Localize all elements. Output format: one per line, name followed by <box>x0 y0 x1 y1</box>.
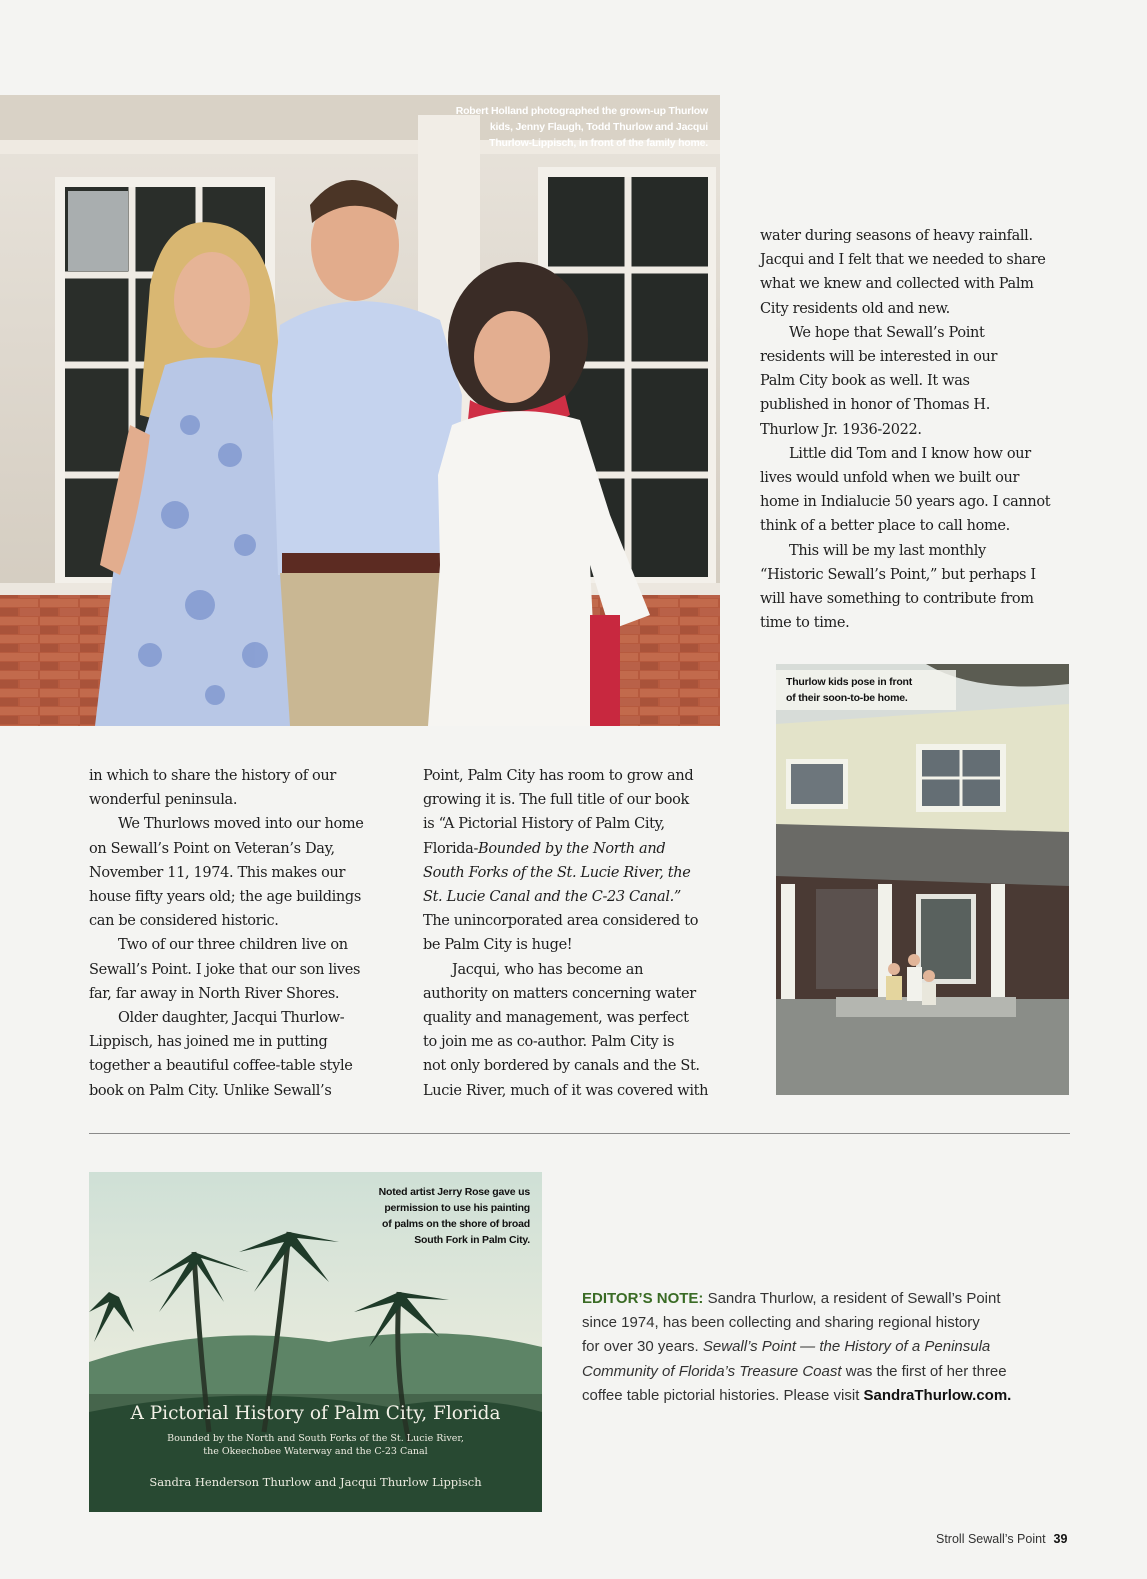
text-line: residents will be interested in our <box>760 349 998 366</box>
caption-line: Noted artist Jerry Rose gave us <box>378 1186 530 1198</box>
text-line: Point, Palm City has room to grow and <box>423 768 694 784</box>
text-line: Little did Tom and I know how our <box>789 445 1031 462</box>
caption-line: Robert Holland photographed the grown-up Thurlow <box>455 105 708 117</box>
text-line: to join me as co-author. Palm City is <box>423 1034 675 1051</box>
article-column-right-top <box>760 224 1050 635</box>
text-line: far, far away in North River Shores. <box>89 985 340 1002</box>
subtitle-line: the Okeechobee Waterway and the C-23 Canal <box>203 1446 428 1457</box>
caption-line: permission to use his painting <box>384 1202 530 1214</box>
book-title-fragment: Bounded by the North and <box>478 840 666 857</box>
hero-photo-caption <box>456 103 708 151</box>
text-line: We Thurlows moved into our home <box>118 816 364 833</box>
text-line: wonderful peninsula. <box>89 792 238 809</box>
text-line: This will be my last monthly <box>789 542 986 559</box>
book-cover-subtitle <box>89 1432 542 1458</box>
text-line: time to time. <box>760 615 850 632</box>
editor-line <box>582 1384 1082 1408</box>
text-line: Palm City book as well. It was <box>760 373 970 390</box>
text-line: can be considered historic. <box>89 913 279 930</box>
article-column-left <box>89 764 363 1103</box>
website-link[interactable]: SandraThurlow.com. <box>863 1386 1012 1404</box>
text-line: be Palm City is huge! <box>423 937 573 954</box>
hero-photo <box>0 95 720 726</box>
text-line: Lucie River, much of it was covered with <box>423 1082 709 1099</box>
caption-line: of their soon-to-be home. <box>786 692 908 704</box>
hero-photo-image <box>0 95 720 726</box>
text-line: think of a better place to call home. <box>760 518 1010 535</box>
house-photo-caption <box>776 670 956 710</box>
text-line: what we knew and collected with Palm <box>760 276 1034 293</box>
text-line: November 11, 1974. This makes our <box>89 864 346 881</box>
text-line: Jacqui and I felt that we needed to share <box>760 252 1046 269</box>
subtitle-line: Bounded by the North and South Forks of the St. Lucie River, <box>167 1433 464 1444</box>
text-line: lives would unfold when we built our <box>760 470 1020 487</box>
editor-line <box>582 1287 1082 1311</box>
page-footer <box>936 1532 1067 1546</box>
caption-line: Thurlow-Lippisch, in front of the family home. <box>489 137 708 149</box>
text-fragment: Florida- <box>423 840 479 857</box>
editor-line <box>582 1360 1082 1384</box>
book-title-fragment: St. Lucie Canal and the C-23 Canal.” <box>423 889 681 906</box>
text-fragment: for over 30 years. <box>582 1338 703 1356</box>
text-line: will have something to contribute from <box>760 591 1034 608</box>
book-title-fragment: Community of Florida’s Treasure Coast <box>582 1362 842 1380</box>
book-title-fragment: Sewall’s Point — the History of a Peninsula <box>702 1338 991 1356</box>
editor-line: since 1974, has been collecting and sharing regional history <box>582 1314 980 1332</box>
article-column-middle <box>423 764 708 1103</box>
book-cover-title: A Pictorial History of Palm City, Florida <box>130 1403 501 1424</box>
caption-line: Thurlow kids pose in front <box>786 676 913 688</box>
text-line: Jacqui, who has become an <box>452 961 644 978</box>
text-fragment: was the first of her three <box>841 1362 1007 1380</box>
text-fragment: Sandra Thurlow, a resident of Sewall’s Point <box>703 1290 1001 1307</box>
magazine-name: Stroll Sewall’s Point <box>936 1532 1046 1546</box>
editors-note-label: EDITOR’S NOTE: <box>582 1290 704 1307</box>
text-line: book on Palm City. Unlike Sewall’s <box>89 1082 332 1099</box>
text-line: house fifty years old; the age buildings <box>89 889 361 906</box>
text-line: in which to share the history of our <box>89 768 336 784</box>
text-line: “Historic Sewall’s Point,” but perhaps I <box>760 566 1036 583</box>
text-line: is “A Pictorial History of Palm City, <box>423 816 665 833</box>
book-title-fragment: South Forks of the St. Lucie River, the <box>423 864 691 881</box>
book-cover-image <box>89 1172 542 1512</box>
text-line: The unincorporated area considered to <box>423 913 699 930</box>
text-line: together a beautiful coffee-table style <box>89 1058 353 1075</box>
text-line: home in Indialucie 50 years ago. I cannot <box>760 494 1051 511</box>
text-line: City residents old and new. <box>760 300 950 317</box>
text-line <box>423 885 708 909</box>
house-photo-image <box>776 664 1069 1095</box>
book-cover-caption <box>379 1184 530 1248</box>
editors-note <box>582 1287 1082 1408</box>
caption-line: of palms on the shore of broad <box>381 1218 530 1230</box>
text-line: Lippisch, has joined me in putting <box>89 1034 328 1051</box>
text-fragment: coffee table pictorial histories. Please visit <box>582 1386 864 1404</box>
section-divider <box>89 1133 1070 1134</box>
text-line <box>423 861 708 885</box>
text-line: not only bordered by canals and the St. <box>423 1058 700 1075</box>
text-line: authority on matters concerning water <box>423 985 696 1002</box>
page-number: 39 <box>1053 1532 1068 1546</box>
text-line: We hope that Sewall’s Point <box>789 324 985 341</box>
editor-line <box>582 1335 1082 1359</box>
house-photo <box>776 664 1069 1095</box>
text-line: on Sewall’s Point on Veteran’s Day, <box>89 840 335 857</box>
book-cover-authors: Sandra Henderson Thurlow and Jacqui Thurlow Lippisch <box>149 1475 482 1489</box>
text-line: Two of our three children live on <box>118 937 348 954</box>
text-line: water during seasons of heavy rainfall. <box>760 228 1033 244</box>
text-line <box>423 837 708 861</box>
text-line: growing it is. The full title of our book <box>423 792 689 809</box>
text-line: quality and management, was perfect <box>423 1010 689 1027</box>
text-line: Sewall’s Point. I joke that our son lives <box>89 961 361 978</box>
text-line: Thurlow Jr. 1936-2022. <box>760 421 922 438</box>
caption-line: South Fork in Palm City. <box>414 1234 530 1246</box>
text-line: published in honor of Thomas H. <box>760 397 990 414</box>
text-line: Older daughter, Jacqui Thurlow- <box>118 1010 345 1027</box>
caption-line: kids, Jenny Flaugh, Todd Thurlow and Jacqui <box>489 121 708 133</box>
